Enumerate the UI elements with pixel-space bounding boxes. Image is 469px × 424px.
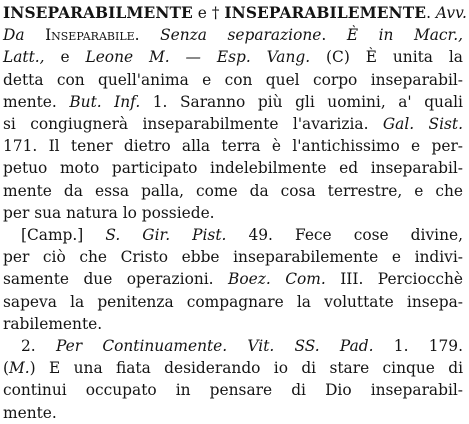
- text-segment: 1. 179.: [393, 337, 463, 356]
- text-segment: rabilemente.: [3, 314, 103, 333]
- text-segment: e †: [192, 4, 225, 22]
- text-segment: sapeva la penitenza compagnare la voluttate insepa-: [3, 292, 463, 311]
- text-segment: Inseparabile: [45, 26, 135, 45]
- text-segment: III. Perciocchè: [340, 270, 463, 289]
- headword: INSEPARABILMENTE: [3, 4, 193, 22]
- text-segment: [Camp.]: [21, 226, 106, 245]
- text-segment: Gal. Sist.: [382, 115, 463, 134]
- text-segment: per ciò che Cristo ebbe inseparabilemente e indivi-: [3, 248, 463, 267]
- text-line: [3, 24, 463, 46]
- text-segment: Boez. Com.: [228, 270, 341, 289]
- text-segment: e: [60, 48, 86, 67]
- text-segment: mente da essa palla, come da cosa terrestre, e che: [3, 181, 463, 200]
- text-line: [3, 357, 463, 379]
- text-segment: (C) È unita la: [326, 48, 463, 67]
- text-segment: (: [3, 359, 10, 378]
- text-line: [3, 335, 463, 357]
- text-line: [3, 157, 463, 179]
- text-segment: Latt.,: [3, 48, 61, 67]
- text-segment: Per Continuamente. Vit. SS. Pad.: [55, 337, 394, 356]
- text-segment: .: [321, 26, 347, 45]
- text-segment: per sua natura lo possiede.: [3, 203, 215, 222]
- text-line: [3, 135, 463, 157]
- text-segment: si congiugnerà inseparabilmente l'avarizia.: [3, 115, 383, 134]
- text-segment: detta con quell'anima e con quel corpo inseparabil-: [3, 70, 463, 89]
- text-segment: But. Inf.: [69, 92, 153, 111]
- text-line: [3, 246, 463, 268]
- headword: INSEPARABILEMENTE: [224, 4, 427, 22]
- text-segment: Da: [3, 26, 46, 45]
- text-line: [3, 313, 463, 335]
- text-segment: 171. Il tener dietro alla terra è l'antichissimo e per-: [3, 137, 463, 156]
- text-segment: S. Gir. Pist.: [105, 226, 249, 245]
- text-segment: .: [426, 4, 436, 22]
- text-segment: Leone M. — Esp. Vang.: [85, 48, 327, 67]
- text-line: [3, 268, 463, 290]
- text-segment: samente due operazioni.: [3, 270, 229, 289]
- text-line: [3, 379, 463, 401]
- text-segment: 2.: [21, 337, 56, 356]
- text-line: [3, 402, 463, 424]
- text-segment: .: [134, 26, 161, 45]
- text-segment: 1. Saranno più gli uomini, a' quali: [152, 92, 463, 111]
- text-segment: Senza separazione: [160, 26, 322, 45]
- text-segment: mente.: [3, 403, 57, 422]
- text-line: [3, 224, 463, 246]
- text-line: [3, 202, 463, 224]
- text-segment: M.: [9, 359, 30, 378]
- text-segment: ) E una fiata desiderando io di stare cinque di: [29, 359, 463, 378]
- text-segment: Avv.: [435, 4, 467, 22]
- text-line: [3, 2, 467, 24]
- text-line: [3, 69, 463, 91]
- text-line: [3, 113, 463, 135]
- text-segment: 49. Fece cose divine,: [248, 226, 463, 245]
- text-line: [3, 180, 463, 202]
- text-segment: mente.: [3, 92, 70, 111]
- text-segment: È in Macr.,: [346, 26, 463, 45]
- text-segment: continui occupato in pensare di Dio inseparabil-: [3, 381, 463, 400]
- text-line: [3, 291, 463, 313]
- text-line: [3, 91, 463, 113]
- text-line: [3, 46, 463, 68]
- text-segment: petuo moto participato indelebilmente ed inseparabil-: [3, 159, 463, 178]
